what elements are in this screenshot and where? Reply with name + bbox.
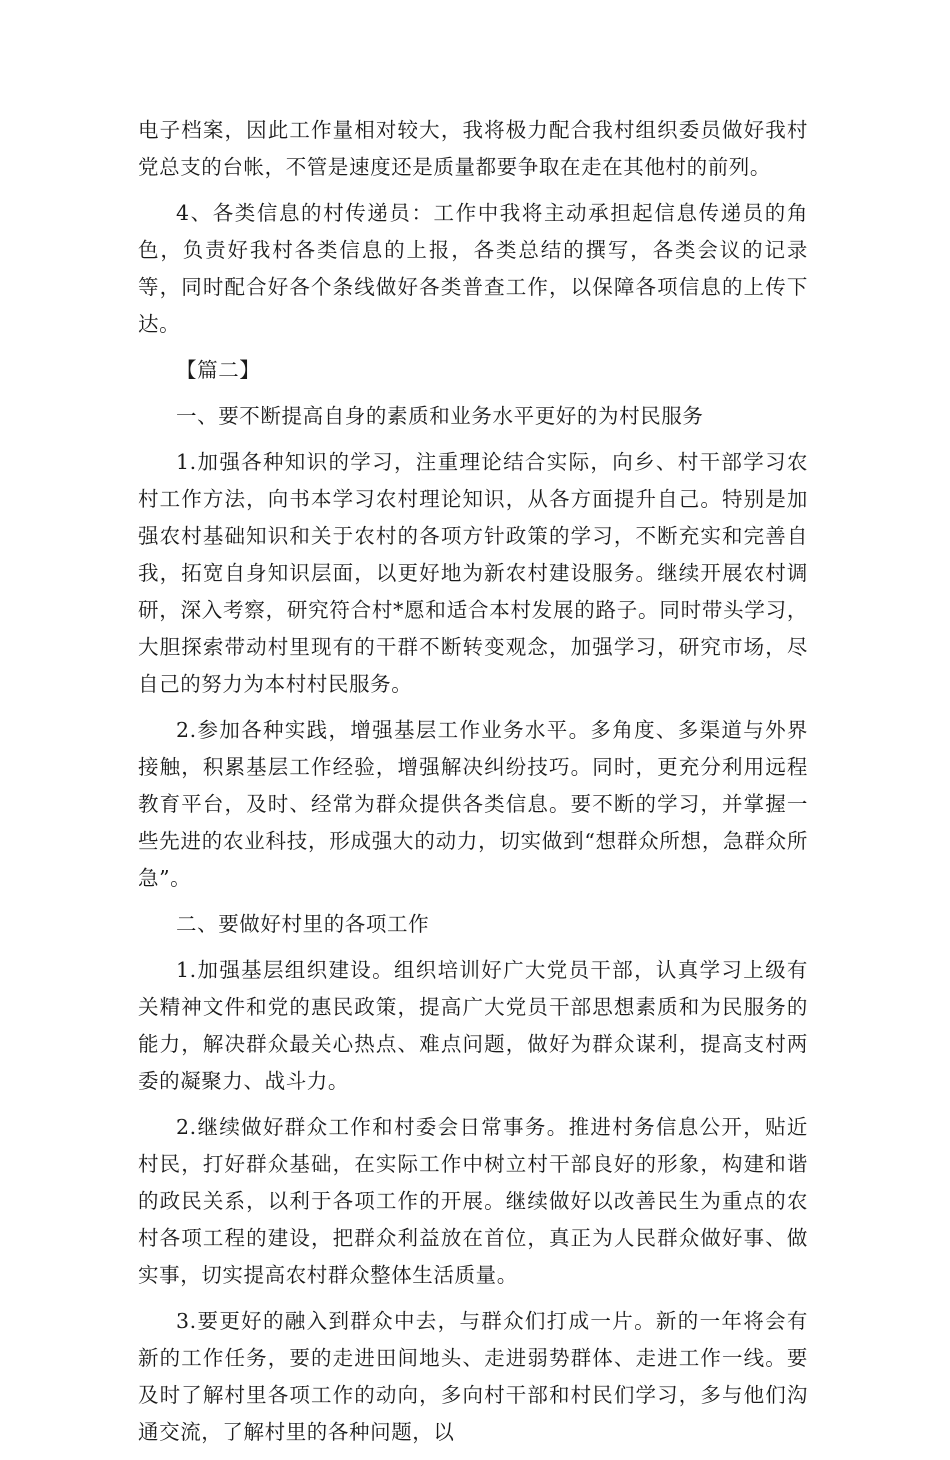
paragraph-part-1-item-2: 2.参加各种实践，增强基层工作业务水平。多角度、多渠道与外界接触，积累基层工作经验，增强解决纠纷技巧。同时，更充分利用远程教育平台，及时、经常为群众提供各类信息。要不断的学习，并掌握一些先进的农业科技，形成强大的动力，切实做到“想群众所想，急群众所急”。 (138, 718, 808, 890)
paragraph-part-1-item-1: 1.加强各种知识的学习，注重理论结合实际，向乡、村干部学习农村工作方法，向书本学习农村理论知识，从各方面提升自己。特别是加强农村基础知识和关于农村的各项方针政策的学习，不断充实和完善自我，拓宽自身知识层面，以更好地为新农村建设服务。继续开展农村调研，深入考察，研究符合村*愿和适合本村发展的路子。同时带头学习，大胆探索带动村里现有的干群不断转变观念，加强学习，研究市场，尽自己的努力为本村村民服务。 (138, 450, 808, 696)
heading-part-2: 二、要做好村里的各项工作 (176, 912, 430, 936)
paragraph-part-2-item-2: 2.继续做好群众工作和村委会日常事务。推进村务信息公开，贴近村民，打好群众基础，在实际工作中树立村干部良好的形象，构建和谐的政民关系，以利于各项工作的开展。继续做好以改善民生为重点的农村各项工程的建设，把群众利益放在首位，真正为人民群众做好事、做实事，切实提高农村群众整体生活质量。 (138, 1115, 808, 1287)
section-title: 【篇二】 (176, 358, 261, 382)
document-body (138, 112, 808, 1460)
paragraph-part-2-item-3: 3.要更好的融入到群众中去，与群众们打成一片。新的一年将会有新的工作任务，要的走进田间地头、走进弱势群体、走进工作一线。要及时了解村里各项工作的动向，多向村干部和村民们学习，多与他们沟通交流，了解村里的各种问题，以 (138, 1309, 808, 1444)
paragraph-continuation: 电子档案，因此工作量相对较大，我将极力配合我村组织委员做好我村党总支的台帐，不管是速度还是质量都要争取在走在其他村的前列。 (138, 118, 808, 179)
paragraph-part-2-item-1: 1.加强基层组织建设。组织培训好广大党员干部，认真学习上级有关精神文件和党的惠民政策，提高广大党员干部思想素质和为民服务的能力，解决群众最关心热点、难点问题，做好为群众谋利，提高支村两委的凝聚力、战斗力。 (138, 958, 808, 1093)
paragraph-item-4: 4、各类信息的村传递员：工作中我将主动承担起信息传递员的角色，负责好我村各类信息的上报，各类总结的撰写，各类会议的记录等，同时配合好各个条线做好各类普查工作，以保障各项信息的上传下达。 (138, 201, 808, 336)
heading-part-1: 一、要不断提高自身的素质和业务水平更好的为村民服务 (176, 404, 704, 428)
